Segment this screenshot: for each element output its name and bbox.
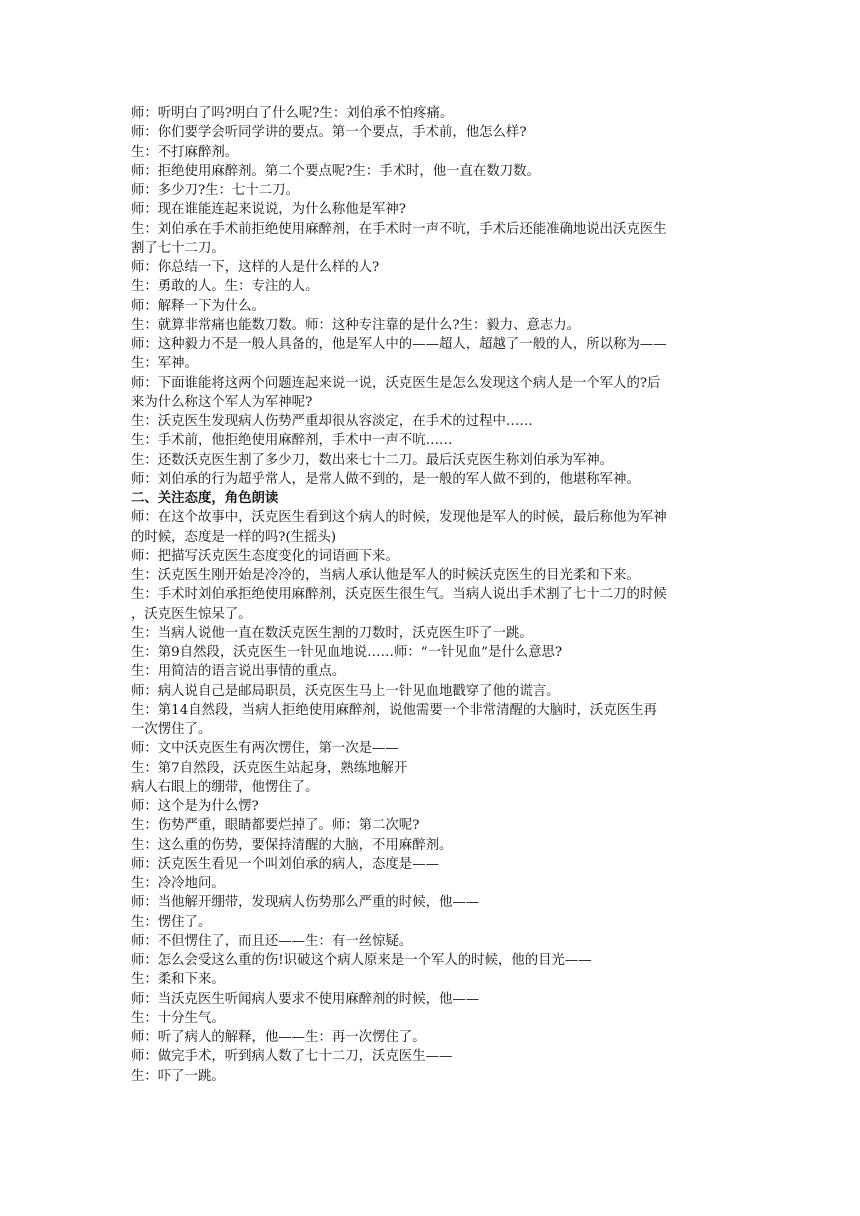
dialogue-line: 生：第7自然段，沃克医生站起身，熟练地解开 [131, 760, 408, 776]
dialogue-line: 生：这么重的伤势，要保持清醒的大脑，不用麻醉剂。 [131, 837, 453, 853]
dialogue-line: 生：冷冷地问。 [131, 876, 225, 891]
dialogue-line: 师：多少刀?生：七十二刀。 [131, 183, 299, 198]
document-body [131, 104, 735, 1086]
dialogue-line: 师：你总结一下，这样的人是什么样的人? [131, 260, 380, 275]
dialogue-line: 师：下面谁能将这两个问题连起来说一说，沃克医生是怎么发现这个病人是一个军人的?后 [131, 375, 661, 391]
dialogue-line: ，沃克医生惊呆了。 [131, 606, 252, 622]
dialogue-line: 割了七十二刀。 [131, 240, 225, 256]
dialogue-line: 师：解释一下为什么。 [131, 298, 265, 314]
dialogue-line: 生：勇敢的人。生：专注的人。 [131, 279, 319, 295]
dialogue-line: 师：当沃克医生听闻病人要求不使用麻醉剂的时候，他—— [131, 991, 480, 1007]
dialogue-line: 师：病人说自己是邮局职员，沃克医生马上一针见血地戳穿了他的谎言。 [131, 683, 560, 699]
dialogue-line: 生：当病人说他一直在数沃克医生割的刀数时，沃克医生吓了一跳。 [131, 625, 533, 641]
dialogue-line: 师：不但愣住了，而且还——生：有一丝惊疑。 [131, 933, 413, 949]
dialogue-line: 生：沃克医生刚开始是冷冷的，当病人承认他是军人的时候沃克医生的目光柔和下来。 [131, 568, 640, 583]
dialogue-line: 生：十分生气。 [131, 1010, 225, 1026]
dialogue-line: 生：柔和下来。 [131, 972, 225, 988]
dialogue-line: 师：你们要学会听同学讲的要点。第一个要点，手术前，他怎么样? [131, 125, 527, 141]
dialogue-line: 师：这个是为什么愣? [131, 799, 259, 814]
dialogue-line: 师：文中沃克医生有两次愣住，第一次是—— [131, 741, 399, 757]
dialogue-line: 师：当他解开绷带，发现病人伤势那么严重的时候，他—— [131, 895, 480, 911]
dialogue-line: 师：听了病人的解释，他——生：再一次愣住了。 [131, 1030, 426, 1045]
dialogue-line: 一次愣住了。 [131, 722, 212, 737]
dialogue-line: 师：这种毅力不是一般人具备的，他是军人中的——超人，超越了一般的人，所以称为—— [131, 337, 667, 352]
dialogue-line: 生：愣住了。 [131, 914, 212, 930]
dialogue-line: 生：就算非常痛也能数刀数。师：这种专注靠的是什么?生：毅力、意志力。 [131, 317, 581, 333]
dialogue-line: 生：吓了一跳。 [131, 1068, 225, 1084]
dialogue-line: 的时候，态度是一样的吗?(生摇头) [131, 529, 337, 545]
dialogue-line: 生：第9自然段，沃克医生一针见血地说……师：“一针见血”是什么意思? [131, 645, 563, 660]
dialogue-line: 生：还数沃克医生割了多少刀，数出来七十二刀。最后沃克医生称刘伯承为军神。 [131, 452, 614, 468]
dialogue-line: 师：听明白了吗?明白了什么呢?生：刘伯承不怕疼痛。 [131, 106, 454, 121]
dialogue-line: 生：用简洁的语言说出事情的重点。 [131, 664, 346, 680]
dialogue-line: 师：现在谁能连起来说说，为什么称他是军神? [131, 202, 406, 218]
dialogue-line: 生：手术时刘伯承拒绝使用麻醉剂，沃克医生很生气。当病人说出手术割了七十二刀的时候 [131, 587, 667, 603]
dialogue-line: 师：刘伯承的行为超乎常人，是常人做不到的，是一般的军人做不到的，他堪称军神。 [131, 471, 640, 487]
dialogue-line: 师：做完手术，听到病人数了七十二刀，沃克医生—— [131, 1049, 453, 1065]
dialogue-line: 来为什么称这个军人为军神呢? [131, 394, 313, 410]
dialogue-line: 师：把描写沃克医生态度变化的词语画下来。 [131, 548, 399, 564]
dialogue-line: 生：刘伯承在手术前拒绝使用麻醉剂，在手术时一声不吭，手术后还能准确地说出沃克医生 [131, 221, 667, 237]
dialogue-line: 生：沃克医生发现病人伤势严重却很从容淡定，在手术的过程中…… [131, 414, 533, 429]
dialogue-line: 生：不打麻醉剂。 [131, 144, 239, 160]
dialogue-line: 病人右眼上的绷带，他愣住了。 [131, 779, 319, 795]
dialogue-line: 生：第14自然段，当病人拒绝使用麻醉剂，说他需要一个非常清醒的大脑时，沃克医生再 [131, 702, 657, 718]
dialogue-line: 师：拒绝使用麻醉剂。第二个要点呢?生：手术时，他一直在数刀数。 [131, 163, 540, 179]
dialogue-line: 师：在这个故事中，沃克医生看到这个病人的时候，发现他是军人的时候，最后称他为军神 [131, 510, 667, 526]
dialogue-line: 生：手术前，他拒绝使用麻醉剂，手术中一声不吭…… [131, 433, 453, 449]
dialogue-line: 师：怎么会受这么重的伤!识破这个病人原来是一个军人的时候，他的目光—— [131, 953, 592, 968]
dialogue-line: 师：沃克医生看见一个叫刘伯承的病人，态度是—— [131, 856, 439, 872]
section-heading: 二、关注态度，角色朗读 [131, 490, 279, 506]
dialogue-line: 生：伤势严重，眼睛都要烂掉了。师：第二次呢? [131, 818, 420, 834]
dialogue-line: 生：军神。 [131, 356, 198, 372]
